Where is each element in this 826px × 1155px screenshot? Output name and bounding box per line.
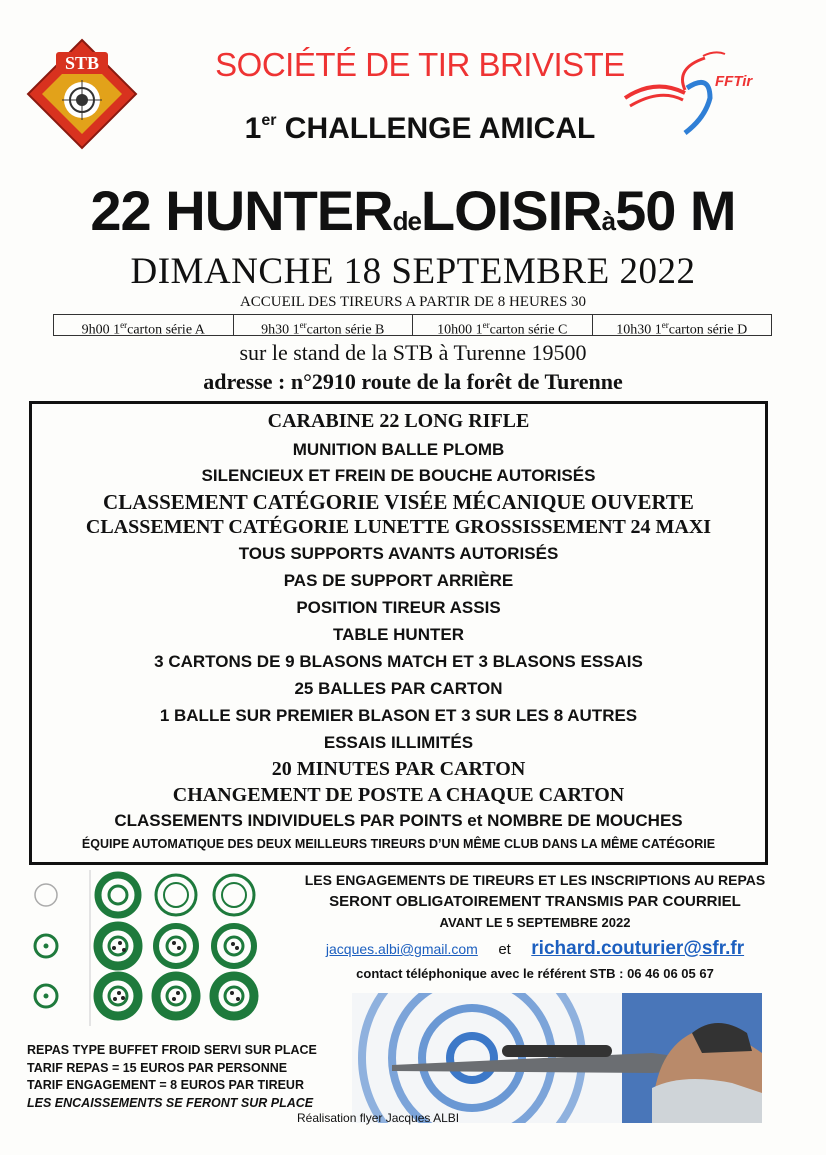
schedule-cell: 10h30 1ercarton série D (616, 320, 748, 338)
rule-line: SILENCIEUX ET FREIN DE BOUCHE AUTORISÉS (201, 466, 596, 485)
schedule-table (53, 314, 772, 336)
club-name: SOCIÉTÉ DE TIR BRIVISTE (215, 46, 625, 83)
meal-line: TARIF ENGAGEMENT = 8 EUROS PAR TIREUR (27, 1078, 304, 1092)
main-title: 22 HUNTERdeLOISIRà50 M (90, 179, 736, 242)
rule-line: 3 CARTONS DE 9 BLASONS MATCH ET 3 BLASONS ESSAIS (154, 652, 643, 671)
schedule-cell: 9h00 1ercarton série A (54, 315, 234, 335)
registration-deadline: AVANT LE 5 SEPTEMBRE 2022 (439, 915, 631, 930)
stb-club-logo (26, 38, 138, 150)
meal-line: LES ENCAISSEMENTS SE FERONT SUR PLACE (27, 1095, 314, 1110)
schedule-cell: 9h30 1ercarton série B (234, 315, 414, 335)
meal-line: REPAS TYPE BUFFET FROID SERVI SUR PLACE (27, 1043, 317, 1057)
email-contacts (300, 938, 770, 960)
target-sheet-image (28, 868, 276, 1028)
rule-line: 20 MINUTES PAR CARTON (271, 758, 526, 780)
rule-line: PAS DE SUPPORT ARRIÈRE (283, 571, 514, 590)
email-link-richard[interactable]: richard.couturier@sfr.fr (531, 938, 745, 959)
rule-line: CLASSEMENTS INDIVIDUELS PAR POINTS et NOMBRE DE MOUCHES (114, 811, 683, 830)
rule-line: ÉQUIPE AUTOMATIQUE DES DEUX MEILLEURS TIREURS D’UN MÊME CLUB DANS LA MÊME CATÉGORIE (81, 837, 716, 851)
flyer-credit: Réalisation flyer Jacques ALBI (297, 1111, 460, 1125)
svg-text:FFTir: FFTir (715, 73, 753, 90)
rule-line: MUNITION BALLE PLOMB (292, 440, 505, 459)
venue: sur le stand de la STB à Turenne 19500 (239, 340, 587, 365)
schedule-cell: 10h00 1ercarton série C (413, 315, 593, 335)
meal-info (27, 1042, 327, 1112)
challenge-title: 1er CHALLENGE AMICAL (244, 112, 596, 145)
rule-line: 1 BALLE SUR PREMIER BLASON ET 3 SUR LES 8 AUTRES (159, 706, 638, 725)
registration-line: SERONT OBLIGATOIREMENT TRANSMIS PAR COURRIEL (329, 893, 741, 910)
phone-contact: contact téléphonique avec le référent STB : 06 46 06 05 67 (356, 966, 714, 981)
meal-line: TARIF REPAS = 15 EUROS PAR PERSONNE (27, 1060, 288, 1075)
shooter-photo (352, 993, 762, 1123)
registration-line: LES ENGAGEMENTS DE TIREURS ET LES INSCRIPTIONS AU REPAS (304, 872, 766, 888)
welcome-time: ACCUEIL DES TIREURS A PARTIR DE 8 HEURES 30 (239, 294, 587, 310)
rule-line: TABLE HUNTER (333, 625, 464, 644)
event-date: DIMANCHE 18 SEPTEMBRE 2022 (130, 251, 696, 292)
rule-line: TOUS SUPPORTS AVANTS AUTORISÉS (238, 544, 559, 563)
rule-line: ESSAIS ILLIMITÉS (323, 733, 474, 752)
rule-line: CHANGEMENT DE POSTE A CHAQUE CARTON (172, 784, 625, 806)
svg-text:STB: STB (64, 53, 100, 73)
rules-box (29, 401, 768, 865)
email-link-jacques[interactable]: jacques.albi@gmail.com (325, 941, 478, 957)
rule-line: POSITION TIREUR ASSIS (296, 598, 501, 617)
rule-line: CARABINE 22 LONG RIFLE (267, 410, 530, 432)
rule-line: CLASSEMENT CATÉGORIE VISÉE MÉCANIQUE OUVERTE (103, 490, 694, 514)
email-separator: et (498, 941, 511, 958)
registration-info (300, 870, 770, 933)
rule-line: 25 BALLES PAR CARTON (294, 679, 503, 698)
rule-line: CLASSEMENT CATÉGORIE LUNETTE GROSSISSEMENT 24 MAXI (85, 516, 712, 538)
address: adresse : n°2910 route de la forêt de Turenne (203, 369, 623, 394)
